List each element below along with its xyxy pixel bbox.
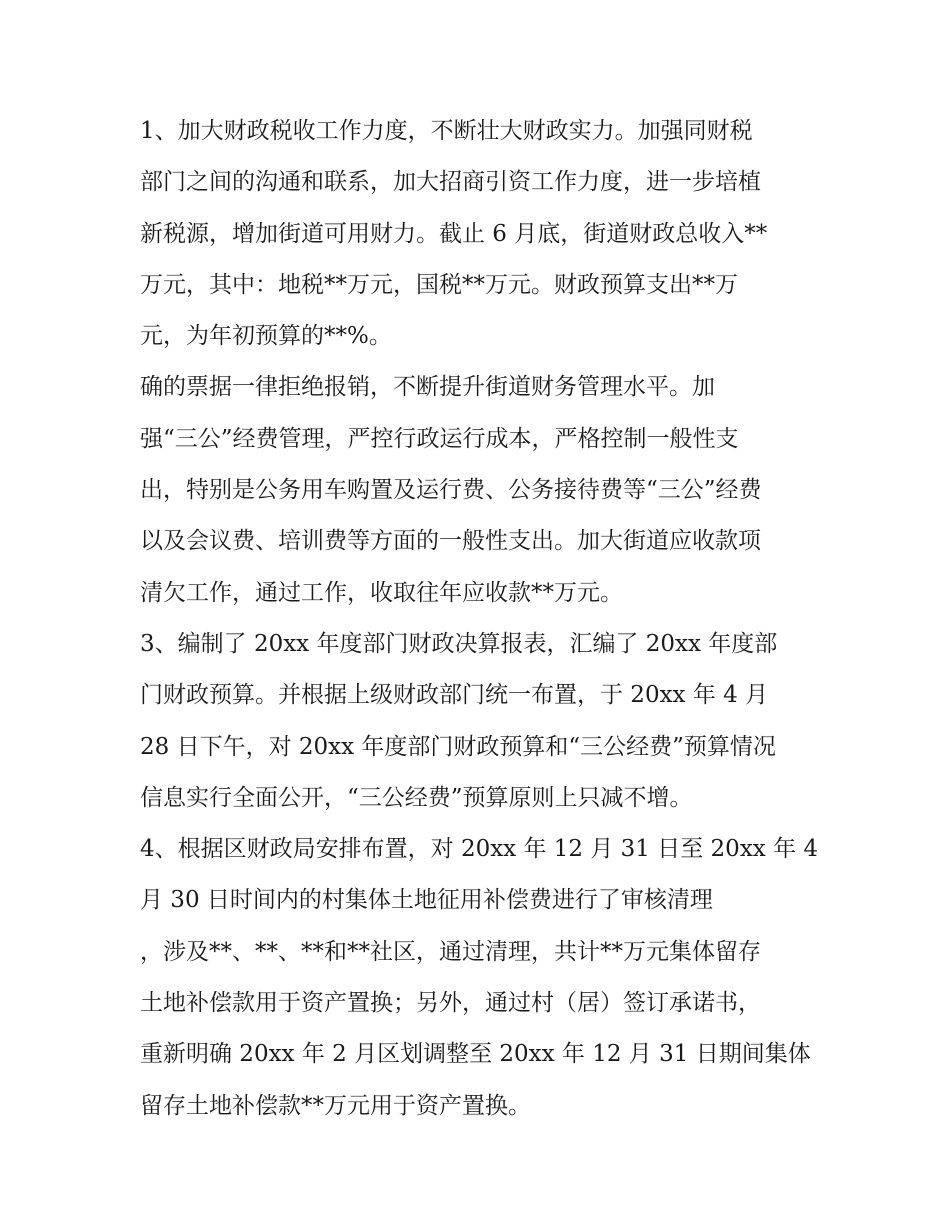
text-line: 新税源，增加街道可用财力。截止 6 月底，街道财政总收入** (140, 220, 768, 247)
text-line: 3、编制了 20xx 年度部门财政决算报表，汇编了 20xx 年度部 (140, 630, 778, 657)
text-line: ，涉及**、**、**和**社区，通过清理，共计**万元集体留存 (140, 938, 761, 965)
text-line: 门财政预算。并根据上级财政部门统一布置，于 20xx 年 4 月 (140, 682, 769, 709)
text-line: 重新明确 20xx 年 2 月区划调整至 20xx 年 12 月 31 日期间集体 (140, 1041, 811, 1068)
text-line: 元，为年初预算的**%。 (140, 323, 392, 350)
text-line: 留存土地补偿款**万元用于资产置换。 (140, 1092, 531, 1119)
text-line: 土地补偿款用于资产置换；另外，通过村（居）签订承诺书， (140, 990, 761, 1017)
text-line: 1、加大财政税收工作力度，不断壮大财政实力。加强同财税 (140, 118, 753, 144)
text-line: 强“三公”经费管理，严控行政运行成本，严格控制一般性支 (140, 425, 739, 452)
text-line: 万元，其中：地税**万元，国税**万元。财政预算支出**万 (140, 271, 738, 298)
text-line: 月 30 日时间内的村集体土地征用补偿费进行了审核清理 (140, 887, 713, 914)
text-line: 28 日下午，对 20xx 年度部门财政预算和“三公经费”预算情况 (140, 733, 776, 760)
text-line: 部门之间的沟通和联系，加大招商引资工作力度，进一步培植 (140, 169, 761, 196)
text-line: 信息实行全面公开，“三公经费”预算原则上只减不增。 (140, 784, 693, 811)
text-line: 以及会议费、培训费等方面的一般性支出。加大街道应收款项 (140, 528, 761, 555)
document-body (140, 106, 840, 1132)
text-line: 出，特别是公务用车购置及运行费、公务接待费等“三公”经费 (140, 477, 762, 504)
text-line: 4、根据区财政局安排布置，对 20xx 年 12 月 31 日至 20xx 年 4 (140, 836, 819, 863)
text-line: 清欠工作，通过工作，收取往年应收款**万元。 (140, 579, 623, 606)
text-line: 确的票据一律拒绝报销，不断提升街道财务管理水平。加 (140, 374, 715, 401)
